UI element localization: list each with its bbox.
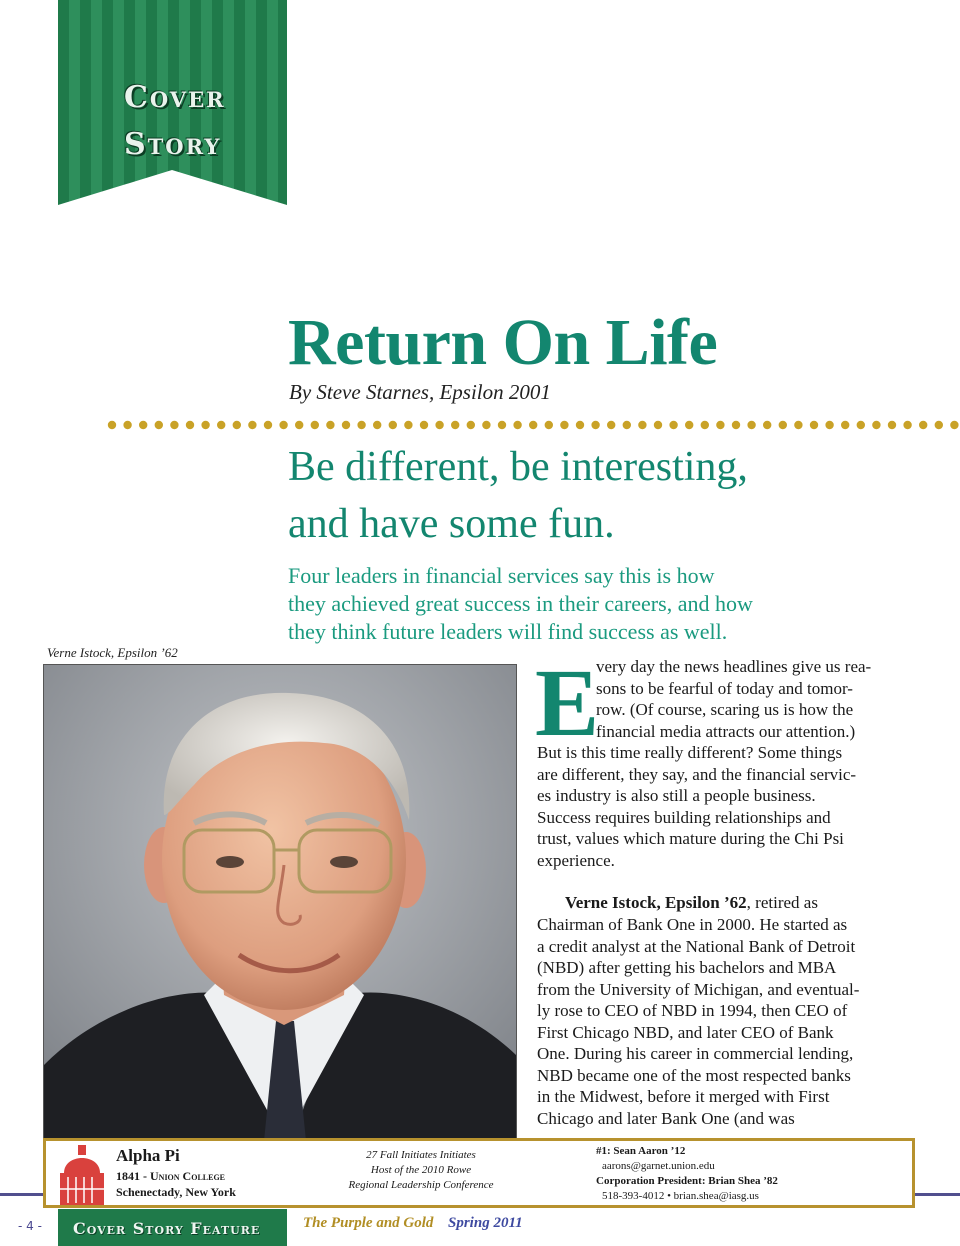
subheading-line-3: they think future leaders will find success as well. [288, 619, 728, 644]
body-line: financial media attracts our attention.) [596, 722, 856, 741]
body-line: NBD became one of the most respected banks [537, 1065, 851, 1085]
article-byline: By Steve Starnes, Epsilon 2001 [289, 380, 551, 404]
drop-cap: E [535, 649, 600, 756]
body-line: Chairman of Bank One in 2000. He started as [537, 915, 848, 934]
body-line: Success requires building relationships and [537, 808, 831, 827]
chapter-building-icon [56, 1143, 108, 1205]
body-line: First Chicago NBD, and later CEO of Bank [537, 1022, 834, 1042]
headline-line-2: and have some fun. [288, 501, 615, 547]
subheading-line-1: Four leaders in financial services say this is how [288, 563, 715, 588]
body-line: a credit analyst at the National Bank of Detroit [537, 936, 856, 956]
chapter-founded: 1841 - Union College [116, 1169, 226, 1183]
footer-section-bar [58, 1209, 287, 1246]
portrait-illustration [44, 665, 516, 1141]
footer-section-label: Cover Story Feature [73, 1219, 261, 1238]
body-line: (NBD) after getting his bachelors and MBA [537, 958, 837, 977]
body-line: sons to be fearful of today and tomor- [596, 679, 853, 698]
contact-1-email[interactable]: aarons@garnet.union.edu [602, 1160, 715, 1172]
photo-caption: Verne Istock, Epsilon ’62 [47, 645, 178, 660]
body-line: es industry is also still a people business. [537, 786, 816, 805]
portrait-photo [43, 664, 517, 1142]
body-line: Chicago and later Bank One (and was [537, 1108, 795, 1128]
initiates-line-1: 27 Fall Initiates Initiates [366, 1149, 476, 1161]
headline-line-1: Be different, be interesting, [288, 444, 748, 490]
page-number: - 4 - [18, 1219, 42, 1233]
footer-rule-left [0, 1193, 43, 1196]
lead-rest: , retired as [746, 893, 818, 912]
cover-story-banner [58, 0, 287, 229]
dotted-divider [106, 415, 960, 435]
subheading-line-2: they achieved great success in their careers, and how [288, 591, 753, 616]
banner-line-2: Story [124, 127, 222, 162]
footer-rule-right [915, 1193, 960, 1196]
banner-line-1: Cover [124, 80, 226, 115]
article-title: Return On Life [288, 306, 718, 379]
body-line: are different, they say, and the financial servic- [537, 765, 857, 784]
body-line: One. During his career in commercial lending, [537, 1044, 854, 1063]
chapter-name: Alpha Pi [116, 1146, 180, 1165]
initiates-line-2: Host of the 2010 Rowe [370, 1164, 472, 1176]
body-line: from the University of Michigan, and eventual- [537, 979, 860, 999]
publication-name: The Purple and Gold [303, 1215, 434, 1231]
body-line: in the Midwest, before it merged with First [537, 1087, 830, 1106]
body-line: experience. [537, 851, 615, 870]
initiates-line-3: Regional Leadership Conference [348, 1179, 494, 1191]
body-lead-line [565, 894, 818, 911]
body-line: But is this time really different? Some things [537, 743, 843, 762]
contact-1-label: #1: Sean Aaron ’12 [596, 1145, 686, 1157]
body-line: ly rose to CEO of NBD in 1994, then CEO of [537, 1001, 848, 1020]
publication-season: Spring 2011 [448, 1215, 523, 1231]
body-line: trust, values which mature during the Chi Psi [537, 829, 844, 848]
lead-name: Verne Istock, Epsilon ’62 [565, 893, 747, 912]
body-line: very day the news headlines give us rea- [596, 657, 872, 676]
contact-2-label: Corporation President: Brian Shea ’82 [596, 1175, 778, 1187]
chapter-info-box [43, 1138, 915, 1208]
contact-2-details[interactable]: 518-393-4012 • brian.shea@iasg.us [602, 1190, 759, 1202]
body-line: row. (Of course, scaring us is how the [596, 700, 854, 719]
chapter-location: Schenectady, New York [116, 1185, 236, 1199]
